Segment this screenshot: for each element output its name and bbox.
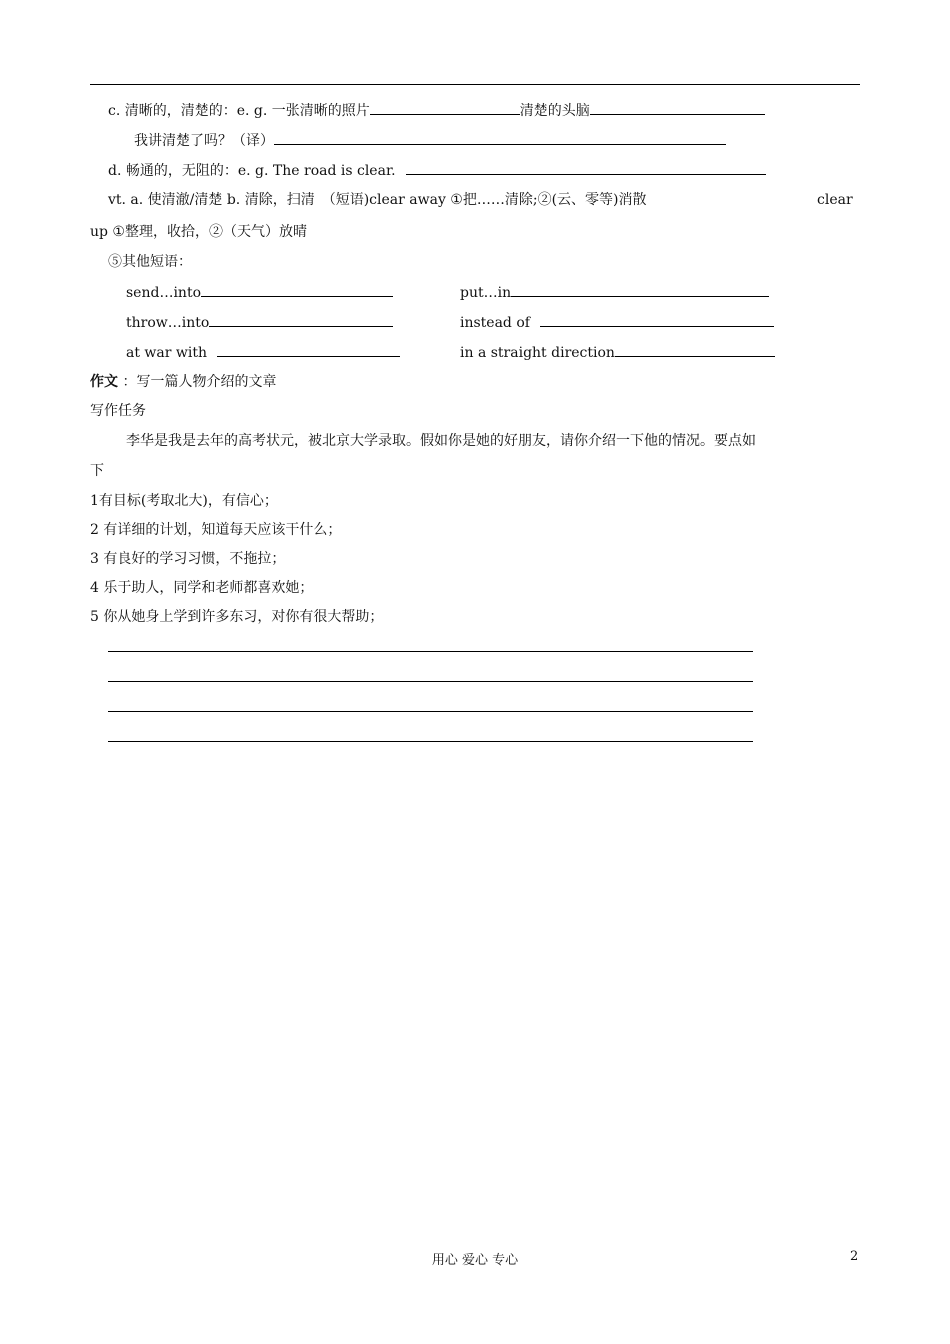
point-1-text: 1有目标(考取北大)，有信心； — [90, 493, 278, 509]
essay-heading-rest: ：写一篇人物介绍的文章 — [118, 374, 277, 390]
blank-instead-of[interactable] — [540, 311, 774, 327]
phrase-row-2-right — [460, 311, 774, 333]
footer-motto: 用心 爱心 专心 — [431, 1253, 519, 1268]
task-label — [90, 400, 146, 422]
blank-at-war-with[interactable] — [217, 341, 400, 357]
phrase-throw-into: throw…into — [126, 315, 210, 331]
line-c-mid: 清楚的头脑 — [519, 103, 590, 119]
writing-line-4[interactable] — [108, 741, 753, 742]
prompt-line-1 — [126, 430, 756, 452]
prompt-line-2 — [90, 460, 104, 482]
line-vt-right — [817, 189, 853, 211]
phrase-instead-of: instead of — [460, 315, 530, 331]
task-label-text: 写作任务 — [90, 403, 146, 419]
phrase-row-2-left — [126, 311, 393, 333]
point-5 — [90, 606, 383, 628]
phrase-row-1-left — [126, 281, 393, 303]
writing-line-3[interactable] — [108, 711, 753, 712]
writing-line-1[interactable] — [108, 651, 753, 652]
blank-put-in[interactable] — [511, 281, 769, 297]
essay-heading — [90, 371, 276, 393]
prompt-line-1-text: 李华是我是去年的高考状元，被北京大学录取。假如你是她的好朋友，请你介绍一下他的情况。要点如 — [126, 433, 756, 449]
writing-line-2[interactable] — [108, 681, 753, 682]
blank-translate[interactable] — [274, 129, 726, 145]
blank-throw-into[interactable] — [209, 311, 393, 327]
line-c — [108, 99, 765, 121]
phrase-send-into: send…into — [126, 285, 201, 301]
header-rule — [90, 84, 860, 85]
phrase-row-3-right — [460, 341, 775, 363]
line-c2-text: 我讲清楚了吗？（译） — [134, 133, 274, 149]
phrase-at-war-with: at war with — [126, 345, 207, 361]
line-c2 — [134, 129, 726, 151]
essay-heading-bold: 作文 — [90, 374, 118, 390]
line-c-text: c. 清晰的，清楚的：e. g. 一张清晰的照片 — [108, 103, 370, 119]
blank-clear-mind[interactable] — [590, 99, 765, 115]
point-4 — [90, 577, 313, 599]
point-4-text: 4 乐于助人，同学和老师都喜欢她； — [90, 580, 314, 596]
point-2-text: 2 有详细的计划，知道每天应该干什么； — [90, 522, 342, 538]
line-d-text: d. 畅通的，无阻的：e. g. The road is clear. — [108, 163, 396, 179]
point-1 — [90, 490, 278, 512]
page-number: 2 — [850, 1249, 859, 1264]
prompt-line-2-text: 下 — [90, 463, 104, 479]
phrase-row-3-left — [126, 341, 400, 363]
line-up — [90, 221, 307, 243]
other-phrases-title — [108, 251, 192, 273]
point-5-text: 5 你从她身上学到许多东习，对你有很大帮助； — [90, 609, 384, 625]
line-up-text: up ①整理，收拾，②（天气）放晴 — [90, 224, 307, 240]
phrase-put-in: put…in — [460, 285, 512, 301]
other-phrases-title-text: ⑤其他短语： — [108, 254, 192, 270]
line-d — [108, 159, 766, 181]
point-3 — [90, 548, 285, 570]
blank-road-clear[interactable] — [406, 159, 766, 175]
line-vt-text: vt. a. 使清澈/清楚 b. 清除，扫清 （短语)clear away ①把……清除;②(云、零等)消散 — [108, 192, 647, 208]
point-3-text: 3 有良好的学习习惯，不拖拉； — [90, 551, 286, 567]
line-vt — [108, 189, 647, 211]
blank-straight-direction[interactable] — [615, 341, 775, 357]
blank-clear-photo[interactable] — [370, 99, 520, 115]
phrase-straight-direction: in a straight direction — [460, 345, 615, 361]
line-vt-right-text: clear — [817, 192, 853, 208]
point-2 — [90, 519, 341, 541]
blank-send-into[interactable] — [201, 281, 393, 297]
phrase-row-1-right — [460, 281, 769, 303]
